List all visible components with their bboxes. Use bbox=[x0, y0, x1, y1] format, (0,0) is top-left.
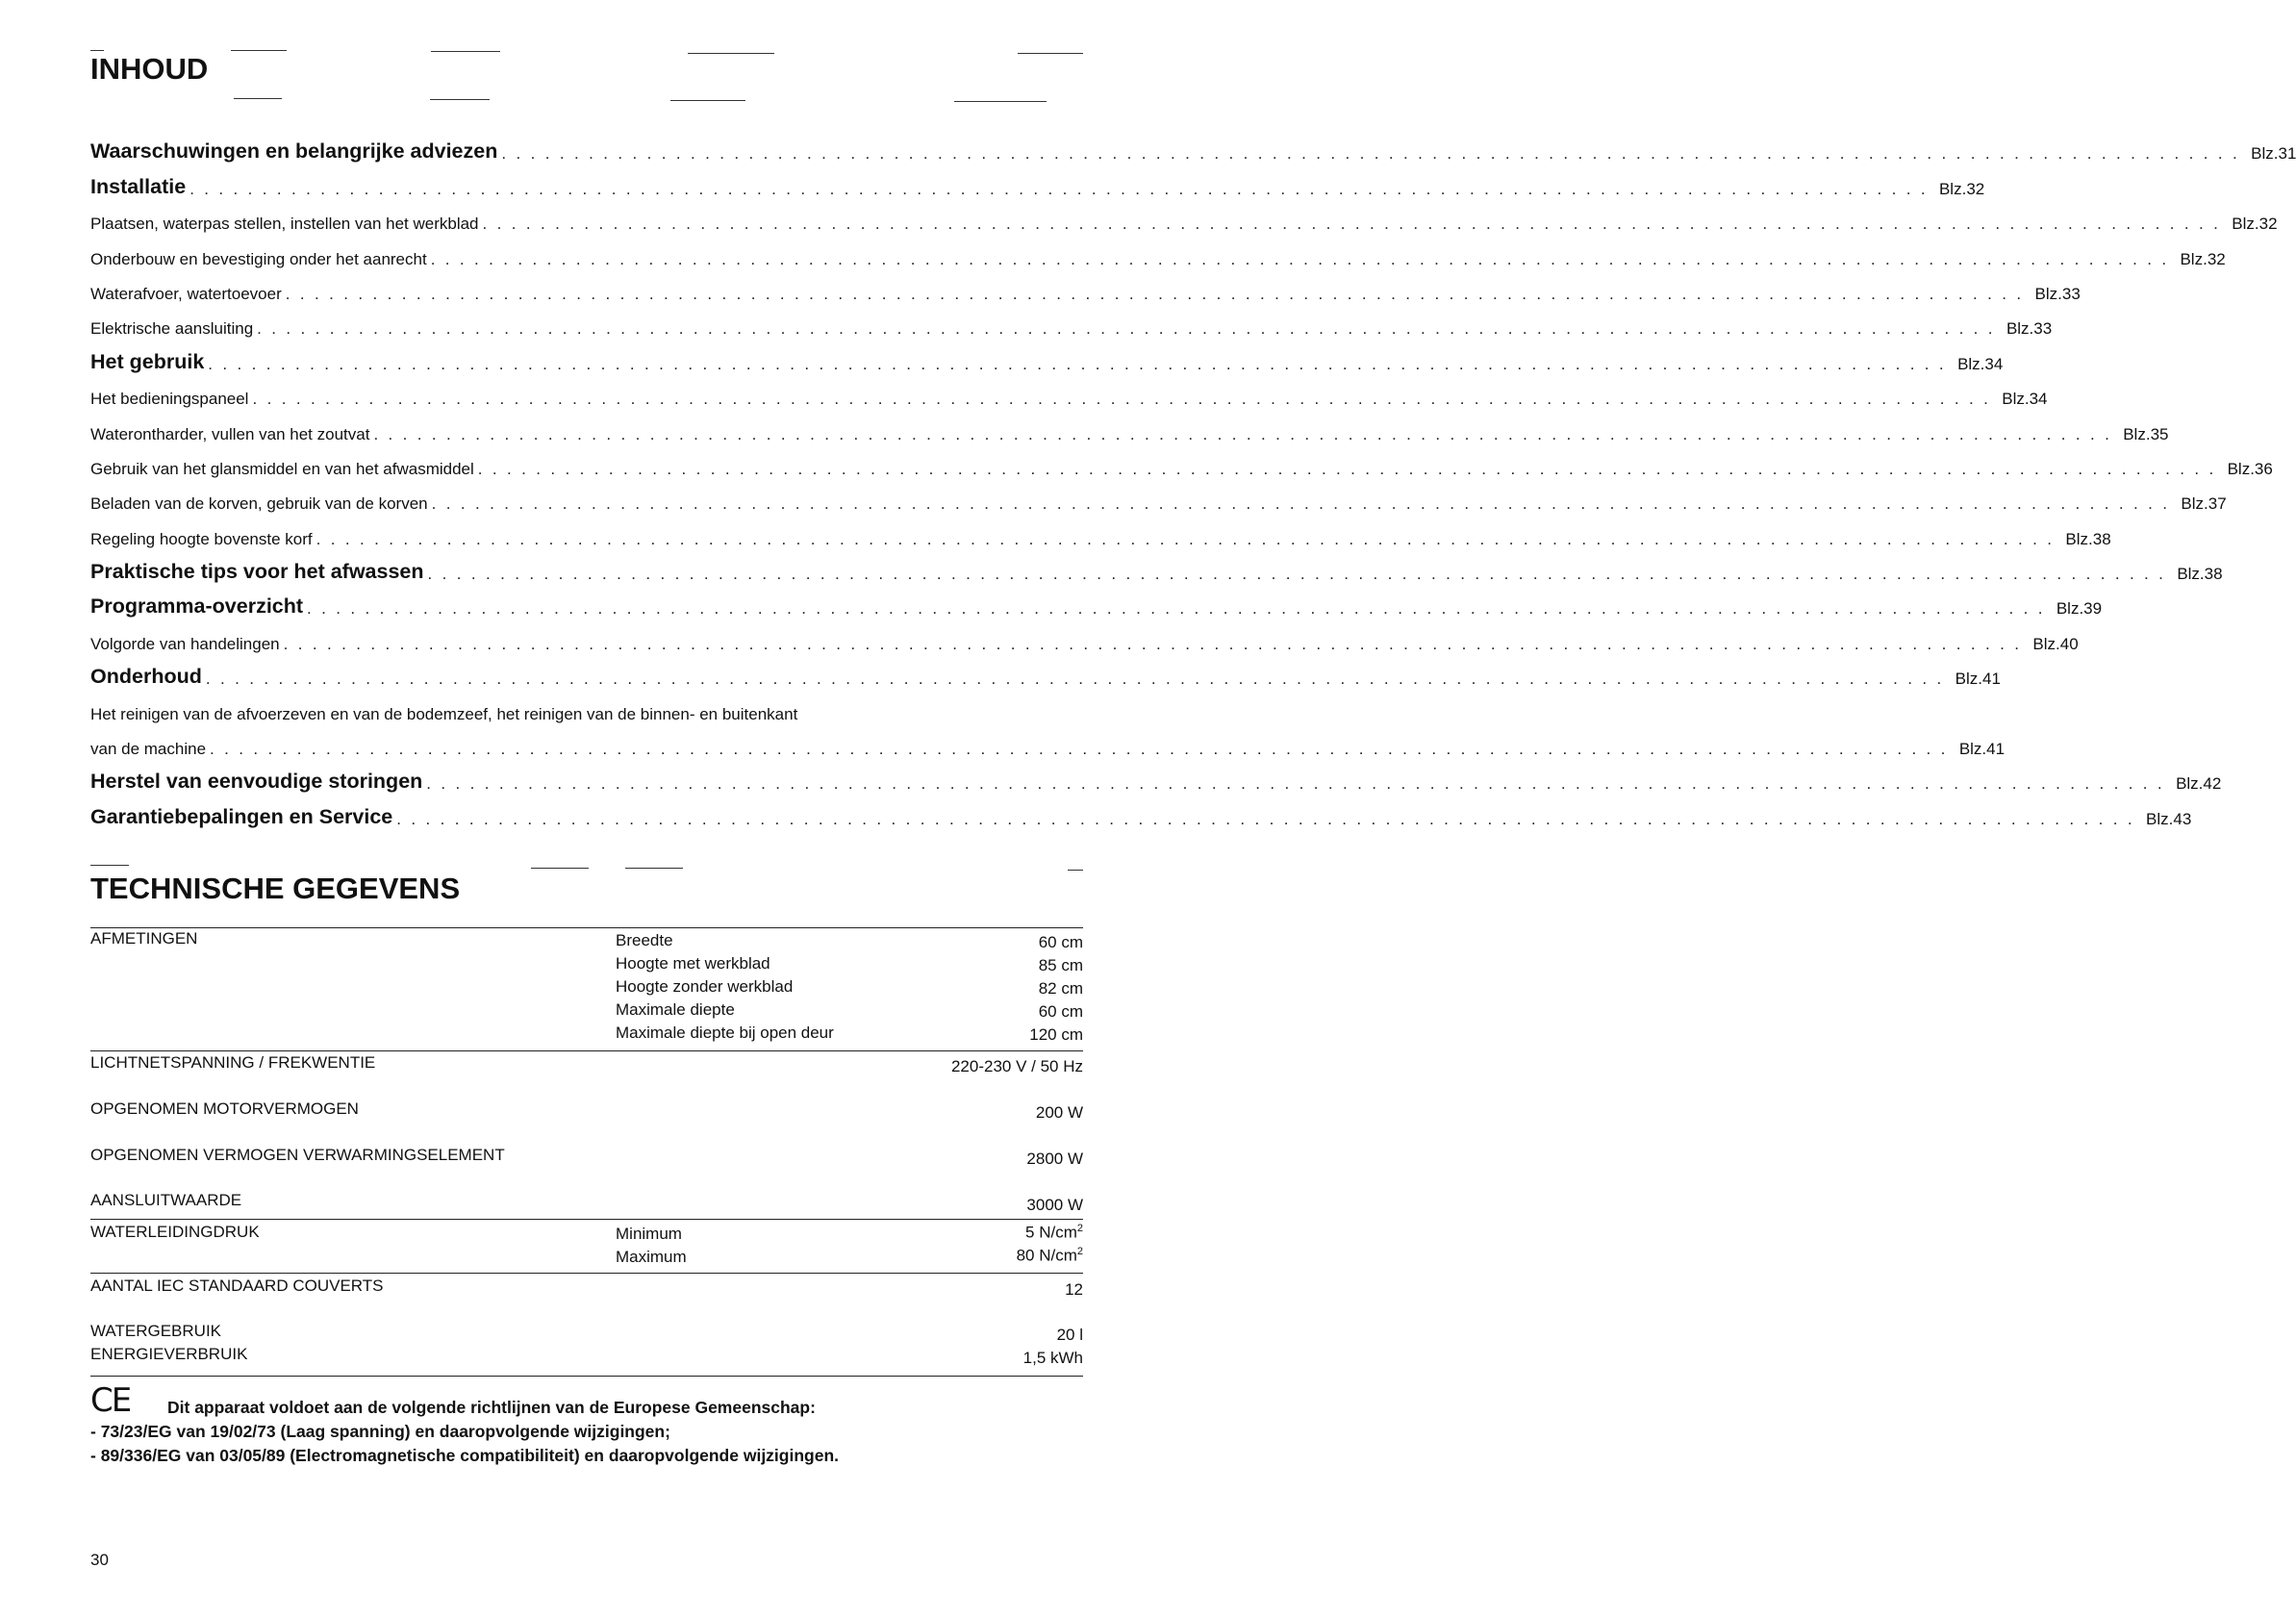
toc-page-number: 41 bbox=[1981, 670, 2001, 689]
toc-entry-label: Praktische tips voor het afwassen bbox=[90, 560, 428, 584]
spec-sub-label: Hoogte met werkblad bbox=[616, 954, 770, 973]
divider bbox=[430, 99, 490, 100]
toc-page-number: 32 bbox=[2258, 215, 2278, 234]
page-prefix: Blz. bbox=[2006, 319, 2034, 339]
spec-sub-label: Minimum bbox=[616, 1225, 682, 1243]
toc-page-number: 37 bbox=[2208, 494, 2227, 514]
page-prefix: Blz. bbox=[2065, 529, 2093, 548]
toc-entry[interactable] bbox=[90, 339, 2004, 373]
toc-page-number: 33 bbox=[2033, 319, 2053, 339]
page-prefix: Blz. bbox=[2146, 809, 2174, 828]
page-prefix: Blz. bbox=[1955, 670, 1982, 689]
toc-entry[interactable] bbox=[90, 514, 2111, 548]
dot-leader: ........................................................................................................................ bbox=[373, 424, 2120, 443]
tech-title: TECHNISCHE GEGEVENS bbox=[90, 872, 461, 905]
toc-page-number: 31 bbox=[2278, 144, 2296, 164]
toc-entry-label: Gebruik van het glansmiddel en van het afwasmiddel bbox=[90, 460, 478, 479]
spec-label: LICHTNETSPANNING / FREKWENTIE bbox=[90, 1053, 376, 1072]
divider bbox=[954, 101, 1047, 102]
dot-leader: ........................................................................................................................ bbox=[189, 179, 1935, 198]
toc-entry-label: Garantiebepalingen en Service bbox=[90, 805, 396, 829]
spec-value: 3000 W bbox=[1026, 1196, 1083, 1214]
spec-value: 220-230 V / 50 Hz bbox=[950, 1057, 1083, 1075]
toc-entry[interactable] bbox=[90, 269, 2081, 304]
spec-label: AANSLUITWAARDE bbox=[90, 1191, 242, 1209]
page-prefix: Blz. bbox=[2002, 390, 2030, 409]
spec-sub-label: Breedte bbox=[616, 931, 673, 949]
dot-leader: ........................................................................................................................ bbox=[285, 284, 2031, 303]
divider bbox=[531, 868, 589, 869]
spec-label: WATERGEBRUIK bbox=[90, 1322, 222, 1340]
toc-page-number: 34 bbox=[2029, 390, 2048, 409]
toc-entry[interactable] bbox=[90, 444, 2273, 479]
spec-value: 120 cm bbox=[1029, 1025, 1083, 1044]
toc-page-number: 40 bbox=[2059, 634, 2079, 653]
page-prefix: Blz. bbox=[2181, 494, 2208, 514]
dot-leader: ........................................................................................................................ bbox=[283, 634, 2030, 653]
spec-label: OPGENOMEN MOTORVERMOGEN bbox=[90, 1100, 359, 1118]
spec-value: 82 cm bbox=[1038, 979, 1083, 998]
page-prefix: Blz. bbox=[1938, 179, 1967, 198]
page-prefix: Blz. bbox=[2251, 144, 2279, 164]
toc-entry-label: van de machine bbox=[90, 740, 210, 759]
toc-entry[interactable] bbox=[90, 654, 2001, 689]
spec-value: 80 $N/cm^2$ bbox=[1016, 1246, 1083, 1265]
toc-entry-label: Regeling hoogte bovenste korf bbox=[90, 530, 316, 549]
divider bbox=[431, 51, 500, 52]
divider bbox=[234, 98, 282, 99]
table-of-contents bbox=[90, 129, 2296, 829]
ce-mark-icon: CE bbox=[90, 1381, 131, 1420]
toc-page-number: 39 bbox=[2083, 599, 2103, 619]
spec-sub-label: Hoogte zonder werkblad bbox=[616, 977, 794, 996]
toc-entry[interactable] bbox=[90, 619, 2079, 653]
toc-entry-label: Herstel van eenvoudige storingen bbox=[90, 770, 426, 794]
ce-directive: - 73/23/EG van 19/02/73 (Laag spanning) en daaropvolgende wijzigingen; bbox=[90, 1422, 670, 1441]
spec-value: 5 $N/cm^2$ bbox=[1025, 1223, 1083, 1242]
toc-entry[interactable] bbox=[90, 759, 2222, 794]
toc-entry-label: Waterontharder, vullen van het zoutvat bbox=[90, 425, 373, 444]
toc-entry[interactable] bbox=[90, 584, 2103, 619]
dot-leader: ........................................................................................................................ bbox=[396, 809, 2143, 828]
dot-leader: ........................................................................................................................ bbox=[210, 740, 1955, 759]
toc-entry[interactable] bbox=[90, 409, 2169, 443]
spec-value: 200 W bbox=[1035, 1103, 1083, 1122]
page-prefix: Blz. bbox=[2123, 424, 2151, 443]
dot-leader: ........................................................................................................................ bbox=[252, 390, 1999, 409]
page-prefix: Blz. bbox=[2180, 249, 2208, 268]
spec-sub-label: Maximale diepte bij open deur bbox=[616, 1024, 834, 1042]
toc-entry-label: Programma-overzicht bbox=[90, 594, 307, 619]
divider bbox=[688, 53, 774, 54]
dot-leader: ........................................................................................................................ bbox=[426, 774, 2173, 794]
toc-page-number: 36 bbox=[2254, 459, 2273, 478]
dot-leader: ........................................................................................................................ bbox=[477, 459, 2224, 478]
divider bbox=[90, 865, 129, 866]
spec-value: 60 cm bbox=[1038, 1002, 1083, 1021]
page-prefix: Blz. bbox=[2176, 774, 2204, 794]
spec-value: 85 cm bbox=[1038, 956, 1083, 974]
spec-sub-label: Maximum bbox=[616, 1248, 687, 1266]
dot-leader: ........................................................................................................................ bbox=[427, 565, 2174, 584]
toc-entry-label: Installatie bbox=[90, 175, 189, 199]
toc-entry-label: Volgorde van handelingen bbox=[90, 635, 284, 654]
toc-entry[interactable] bbox=[90, 374, 2048, 409]
toc-page-number: 34 bbox=[1984, 354, 2004, 373]
toc-entry-label: Waterafvoer, watertoevoer bbox=[90, 285, 286, 304]
toc-page-number: 43 bbox=[2173, 809, 2192, 828]
toc-entry-label: Beladen van de korven, gebruik van de korven bbox=[90, 494, 432, 514]
page-prefix: Blz. bbox=[2032, 634, 2060, 653]
toc-entry[interactable] bbox=[90, 724, 2006, 759]
dot-leader: ........................................................................................................................ bbox=[501, 144, 2248, 164]
toc-entry[interactable] bbox=[90, 549, 2223, 584]
divider bbox=[1018, 53, 1083, 54]
dot-leader: ........................................................................................................................ bbox=[482, 215, 2229, 234]
toc-entry-label: Het bedieningspaneel bbox=[90, 390, 252, 409]
divider bbox=[231, 50, 287, 51]
toc-page-number: 38 bbox=[2092, 529, 2111, 548]
toc-entry[interactable] bbox=[90, 479, 2227, 514]
spec-value: 1,5 kWh bbox=[1022, 1349, 1083, 1367]
page-prefix: Blz. bbox=[1957, 354, 1985, 373]
toc-entry[interactable] bbox=[90, 234, 2226, 268]
toc-page-number: 32 bbox=[2207, 249, 2226, 268]
spec-value: 60 cm bbox=[1038, 933, 1083, 951]
page-prefix: Blz. bbox=[2034, 284, 2062, 303]
dot-leader: ........................................................................................................................ bbox=[315, 529, 2062, 548]
dot-leader: ........................................................................................................................ bbox=[307, 599, 2053, 619]
spec-label: WATERLEIDINGDRUK bbox=[90, 1223, 260, 1241]
page-prefix: Blz. bbox=[2177, 565, 2205, 584]
toc-entry-label: Waarschuwingen en belangrijke adviezen bbox=[90, 139, 501, 164]
dot-leader: ........................................................................................................................ bbox=[430, 249, 2177, 268]
dot-leader: ........................................................................................................................ bbox=[257, 319, 2003, 339]
dot-leader: ........................................................................................................................ bbox=[208, 354, 1955, 373]
spec-value: 12 bbox=[1065, 1280, 1083, 1299]
page-prefix: Blz. bbox=[2232, 215, 2259, 234]
divider bbox=[625, 868, 683, 869]
ce-directive: - 89/336/EG van 03/05/89 (Electromagnetische compatibiliteit) en daaropvolgende wijzigingen. bbox=[90, 1446, 840, 1465]
dot-leader: ........................................................................................................................ bbox=[205, 670, 1952, 689]
divider bbox=[670, 100, 745, 101]
toc-entry[interactable] bbox=[90, 199, 2278, 234]
toc-page-number: 35 bbox=[2150, 424, 2169, 443]
toc-page-number: 41 bbox=[1986, 740, 2006, 759]
toc-entry[interactable] bbox=[90, 689, 1083, 723]
spec-label: AANTAL IEC STANDAARD COUVERTS bbox=[90, 1277, 384, 1295]
page-prefix: Blz. bbox=[2056, 599, 2084, 619]
toc-entry-label: Het reinigen van de afvoerzeven en van de bodemzeef, het reinigen van de binnen- en buitenkant bbox=[90, 705, 801, 724]
toc-entry[interactable] bbox=[90, 794, 2192, 828]
spec-label: AFMETINGEN bbox=[90, 929, 198, 948]
toc-entry-label: Plaatsen, waterpas stellen, instellen van het werkblad bbox=[90, 215, 483, 234]
dot-leader: ........................................................................................................................ bbox=[431, 494, 2178, 514]
toc-page-number: 32 bbox=[1966, 179, 1985, 198]
toc-entry[interactable] bbox=[90, 304, 2053, 339]
page-number: 30 bbox=[90, 1551, 109, 1569]
spec-value: 20 l bbox=[1056, 1326, 1083, 1344]
spec-label: ENERGIEVERBRUIK bbox=[90, 1345, 248, 1363]
spec-sub-label: Maximale diepte bbox=[616, 1000, 735, 1019]
toc-entry-label: Elektrische aansluiting bbox=[90, 319, 257, 339]
page-prefix: Blz. bbox=[2227, 459, 2255, 478]
ce-intro: Dit apparaat voldoet aan de volgende richtlijnen van de Europese Gemeenschap: bbox=[167, 1398, 816, 1417]
divider bbox=[1068, 870, 1083, 871]
page-prefix: Blz. bbox=[1958, 740, 1987, 759]
toc-entry-label: Onderhoud bbox=[90, 665, 206, 689]
toc-entry[interactable] bbox=[90, 129, 2296, 164]
toc-title: INHOUD bbox=[90, 52, 209, 86]
toc-entry-label: Het gebruik bbox=[90, 350, 208, 374]
toc-entry[interactable] bbox=[90, 164, 1985, 198]
toc-page-number: 33 bbox=[2061, 284, 2081, 303]
spec-value: 2800 W bbox=[1026, 1150, 1083, 1168]
divider bbox=[90, 50, 104, 51]
toc-entry-label: Onderbouw en bevestiging onder het aanrecht bbox=[90, 250, 431, 269]
toc-page-number: 42 bbox=[2203, 774, 2222, 794]
toc-page-number: 38 bbox=[2204, 565, 2223, 584]
spec-label: OPGENOMEN VERMOGEN VERWARMINGSELEMENT bbox=[90, 1146, 505, 1164]
